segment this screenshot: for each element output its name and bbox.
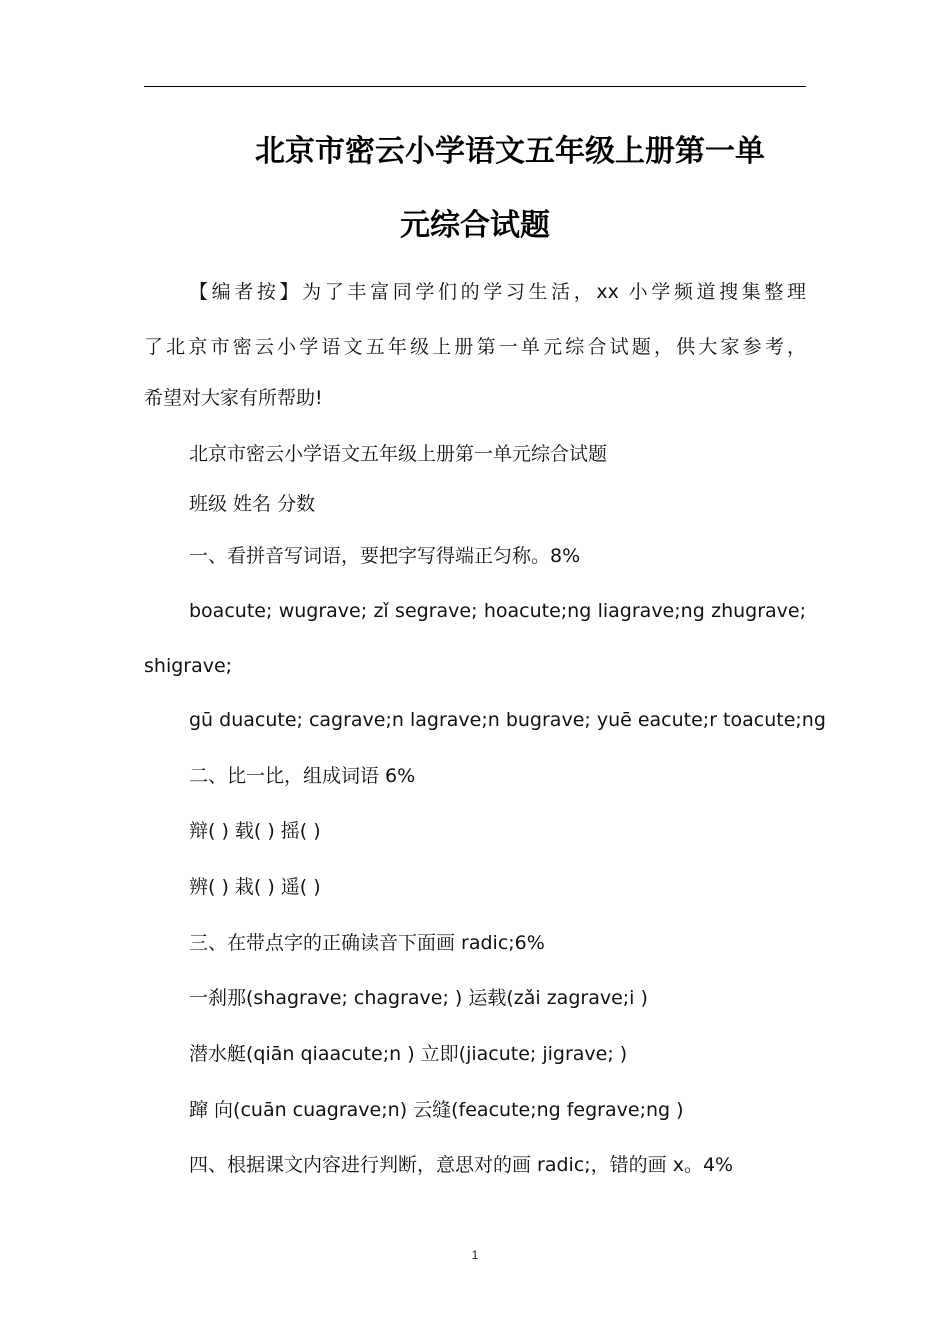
question-4-heading: 四、根据课文内容进行判断，意思对的画 radic;，错的画 x。4%: [189, 1154, 734, 1176]
document-title-line-2: 元综合试题: [400, 208, 550, 243]
question-3-line-3: 蹿 向(cuān cuagrave;n) 云缝(feacute;ng fegrave;ng ): [189, 1099, 684, 1121]
page-number: 1: [471, 1248, 479, 1262]
question-3-heading: 三、在带点字的正确读音下面画 radic;6%: [189, 932, 545, 954]
question-2-heading: 二、比一比，组成词语 6%: [189, 765, 416, 787]
question-3-line-2: 潜水艇(qiān qiaacute;n ) 立即(jiacute; jigrave; ): [189, 1043, 628, 1065]
class-name-score-line: 班级 姓名 分数: [189, 493, 316, 515]
header-rule: [144, 86, 806, 87]
question-1-pinyin-line-2: gū duacute; cagrave;n lagrave;n bugrave; yuē eacute;r toacute;ng: [189, 709, 826, 731]
question-3-line-1: 一刹那(shagrave; chagrave; ) 运载(zǎi zagrave;i ): [189, 987, 648, 1009]
intro-paragraph-line-1: 【编者按】为了丰富同学们的学习生活，xx 小学频道搜集整理: [189, 281, 806, 303]
question-1-pinyin-line-1: boacute; wugrave; zǐ segrave; hoacute;ng liagrave;ng zhugrave;: [189, 600, 806, 622]
question-1-pinyin-line-1-cont: shigrave;: [144, 655, 233, 677]
question-2-line-1: 辩( ) 载( ) 摇( ): [189, 820, 321, 842]
question-2-line-2: 辨( ) 栽( ) 遥( ): [189, 876, 321, 898]
question-1-heading: 一、看拼音写词语，要把字写得端正匀称。8%: [189, 545, 581, 567]
exam-subtitle: 北京市密云小学语文五年级上册第一单元综合试题: [189, 443, 608, 465]
intro-paragraph-line-3: 希望对大家有所帮助!: [144, 387, 323, 409]
document-title-line-1: 北京市密云小学语文五年级上册第一单: [255, 134, 765, 169]
intro-paragraph-line-2: 了北京市密云小学语文五年级上册第一单元综合试题，供大家参考，: [144, 336, 806, 358]
